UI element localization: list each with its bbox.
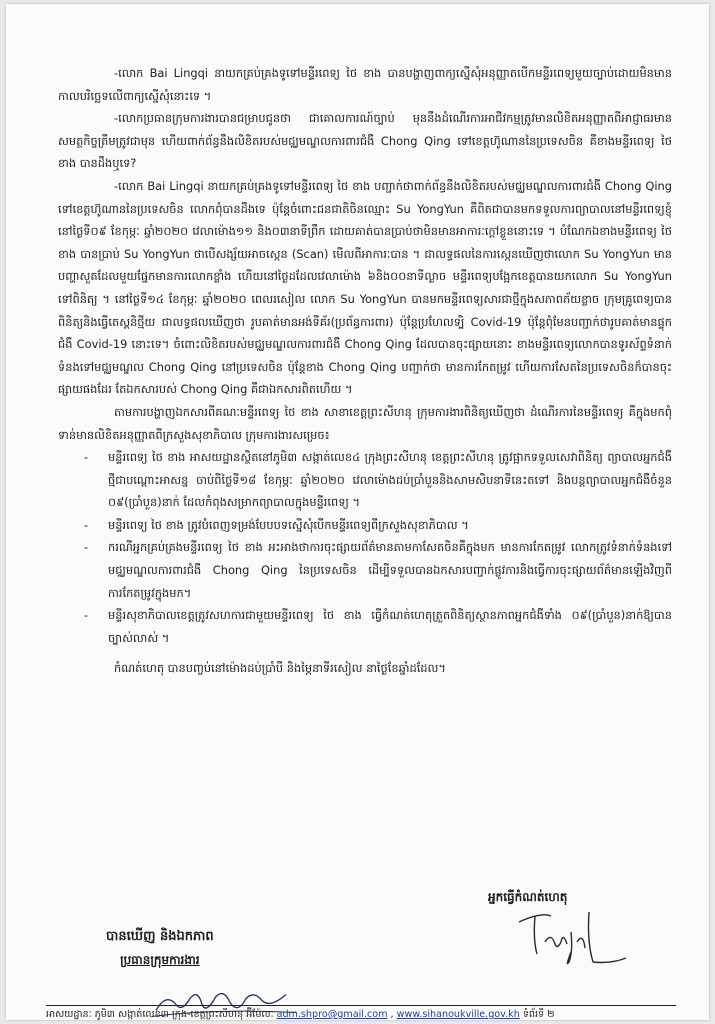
document-body [58, 62, 672, 680]
drafter-label: អ្នកធ្វើកំណត់ហេតុ [488, 890, 568, 904]
bullet-dash: - [84, 608, 89, 623]
footer-page-number: ទំព័រទី ២ [522, 1009, 555, 1020]
footer-email-link[interactable]: adm.shpro@gmail.com [276, 1009, 388, 1020]
paragraph-1: -លោក Bai Lingqi នាយកគ្រប់គ្រងទូទៅមន្ទីរពេទ្យ ថៃ ខាង បានបង្ហាញពាក្យស្នើសុំអនុញ្ញាតបើកមន្ទីរពេទ្យមួយច្បាប់ដោយមិនមានកាលបរិច្ឆេទលើពាក្យស្នើសុំនោះទេ ។ [58, 66, 672, 103]
footer-separator: , [390, 1009, 397, 1020]
decision-item [84, 446, 672, 514]
decision-text: មន្ទីរពេទ្យ ថៃ ខាង អាសយដ្ឋានស្ថិតនៅភូមិ៣ សង្កាត់លេខ៤ ក្រុងព្រះសីហនុ ខេត្តព្រះសីហនុ ត្រូវផ្អាកទទួលសេវាពិនិត្យ ព្យាបាលអ្នកជំងឺថ្មីជាបណ្ដោះអាសន្ន ចាប់ពីថ្ងៃទី១៨ ខែកុម្ភៈ ឆ្នាំ២០២០ វេលាម៉ោងដប់ប្រាំបួននិងសាមសិបនាទីនេះតទៅ និងបន្តព្យាបាលអ្នកជំងឺចំនួន ០៩(ប្រាំបួន)នាក់ ដែលកំពុងសម្រាកព្យាបាលក្នុងមន្ទីរពេទ្យ ។ [108, 450, 672, 510]
paragraph-3: -លោក Bai Lingqi នាយកគ្រប់គ្រងទូទៅមន្ទីរពេទ្យ ថៃ ខាង បញ្ជាក់ថាពាក់ព័ន្ធនឹងលិខិតរបស់មជ្ឈមណ្ឌលការពារជំងឺ Chong Qing ទៅខេត្តហ៊ូណាននៃប្រទេសចិន លោកពុំបានដឹងទេ ប៉ុន្តែចំពោះជនជាតិចិនឈ្មោះ Su YongYun គឺពិតជាបានមកទទួលការព្យាបាលនៅមន្ទីរពេទ្យខ្ញុំនៅថ្ងៃទី០៩ ខែកុម្ភៈ ឆ្នាំ២០២០ វេលាម៉ោង១១ និង០៣នាទីព្រឹក ដោយគាត់បានប្រាប់ថាមិនមានអាការៈក្ដៅខ្លួននោះទេ ។ បំណែកឯខាងមន្ទីរពេទ្យ ថៃ ខាង បានប្រាប់ Su YongYun ថាបើសង្ស័យអាចស្កេន (Scan) មើលពីអាការៈបាន ។ ជាលទ្ធផលនៃការស្កេនឃើញថាលោក Su YongYun មានបញ្ហាសួតដែលមួយផ្នែកមានការលោកខ្លាំង ហើយនៅថ្ងៃដដែលវេលាម៉ោង ៦និង០០នាទីល្ងាច មន្ទីរពេទ្យបង្អែកខេត្តបានយកលោក Su YongYun ទៅពិនិត្យ ។ នៅថ្ងៃទី១៤ ខែកុម្ភៈ ឆ្នាំ២០២០ ពេលរសៀល លោក Su YongYun បានមកមន្ទីរពេទ្យសារជាថ្មីក្នុងសភាពភ័យខ្លាច ក្រុមគ្រូពេទ្យបានពិនិត្យនិងធ្វើតេស្ដនិថ្មីយ ជាលទ្ធផលឃើញថា រូបគាត់មានអង់ទីគ័រ(ប្រព័ន្ធការពារ) ប៉ុន្តែប្រហែលទ្បិ Covid-19 ប៉ុន្តែពុំមែនបញ្ជាក់ថារូបគាត់មានផ្ទុកជំងឺ Covid-19 នោះទេ។ ចំពោះលិខិតរបស់មជ្ឈមណ្ឌលការពារជំងឺ Chong Qing ដែលបានចុះផ្សាយនោះ ខាងមន្ទីរពេទ្យលោកបានទូរស័ព្ទទំនាក់ទំនងទៅមជ្ឈមណ្ឌល Chong Qing នៅប្រទេសចិន ប៉ុន្តែខាង Chong Qing បញ្ជាក់ថា មានការកែតម្រូវ ហើយការសែតនៃប្រទេសចិនក៏បានចុះផ្សាយផងដែរ តែឯកសារបស់ Chong Qing គឺជាឯកសារពិតហើយ ។ [58, 178, 672, 397]
paragraph-2: -លោកប្រធានក្រុមការងារបានជម្រាបជូនថា ជាគោលការណ៍ច្បាប់ មុននឹងដំណើរការអាជីវកម្មត្រូវមានលិខិតអនុញ្ញាតពីអាជ្ញាធរមានសមត្ថកិច្ចត្រឹមត្រូវជាមុន ហើយពាក់ព័ន្ធនឹងលិខិតរបស់មជ្ឈមណ្ឌលការពារជំងឺ Chong Qing ទៅខេត្តហ៊ូណាននៃប្រទេសចិន គឺខាងមន្ទីរពេទ្យ ថៃ ខាង បានដឹងឬទេ? [58, 111, 672, 171]
drafter-signature [511, 902, 631, 972]
approval-title: បានឃើញ និងឯកភាព [106, 929, 214, 944]
decision-text: ករណីអ្នកគ្រប់គ្រងមន្ទីរពេទ្យ ថៃ ខាង អះអាងថាការចុះផ្សាយព័ត៌មានតាមកាសែតចិនគឺក្នុងមក មានការកែតម្រូវ លោកត្រូវទំនាក់ទំនងទៅមជ្ឈមណ្ឌលការពារជំងឺ Chong Qing នៃប្រទេសចិន ដើម្បីទទួលបានឯកសារបញ្ជាក់ផ្លូវការនិងធ្វើការចុះផ្សាយព័ត៌មានឡើងវិញពីការកែតម្រូវក្នុងមក។ [108, 540, 672, 600]
decision-list [58, 446, 672, 649]
bullet-dash: - [84, 517, 89, 532]
footer-website-link[interactable]: www.sihanoukville.gov.kh [396, 1009, 520, 1020]
footer-address: អាសយដ្ឋានៈ ភូមិ៣ សង្កាត់លេខ៣ ក្រុង-ខេត្តព្រះសីហនុ អ៊ីម៉ែលៈ [46, 1009, 274, 1020]
decision-item [84, 604, 672, 649]
decision-item [84, 536, 672, 604]
decision-item [84, 514, 672, 537]
closing-statement: កំណត់ហេតុ បានបញ្ចប់នៅម៉ោងដប់ប្រាំបី និងម្ភៃនាទីរសៀល នាថ្ងៃខែឆ្នាំដដែល។ [114, 661, 446, 676]
approver-title: ប្រធានក្រុមការងារ [120, 953, 200, 967]
bullet-dash: - [84, 540, 89, 555]
page-footer [46, 1008, 686, 1020]
footer-divider [46, 1005, 676, 1006]
decision-text: មន្ទីរពេទ្យ ថៃ ខាង ត្រូវបំពេញទម្រង់បែបបទស្នើសុំបើកមន្ទីរពេទ្យពីក្រសួងសុខាភិបាល ។ [108, 517, 469, 532]
approval-block [106, 924, 214, 970]
paragraph-4: តាមការបង្ហាញឯកសារពីគណៈមន្ទីរពេទ្យ ថៃ ខាង សាខាខេត្តព្រះសីហនុ ក្រុមការងារពិនិត្យឃើញថា ដំណើរការនៃមន្ទីរពេទ្យ គឺក្នុងមកពុំទាន់មានលិខិតអនុញ្ញាតពីក្រសួងសុខាភិបាល ក្រុមការងារសម្រេច៖ [58, 404, 672, 442]
decision-text: មន្ទីរសុខាភិបាលខេត្តត្រូវសហការជាមួយមន្ទីរពេទ្យ ថៃ ខាង ធ្វើកំណត់ហេតុត្រួតពិនិត្យស្ថានភាពអ្នកជំងឺទាំង ០៩(ប្រាំបួន)នាក់ឱ្យបានច្បាស់លាស់ ។ [108, 608, 672, 645]
bullet-dash: - [84, 450, 89, 465]
document-page [6, 4, 709, 1020]
